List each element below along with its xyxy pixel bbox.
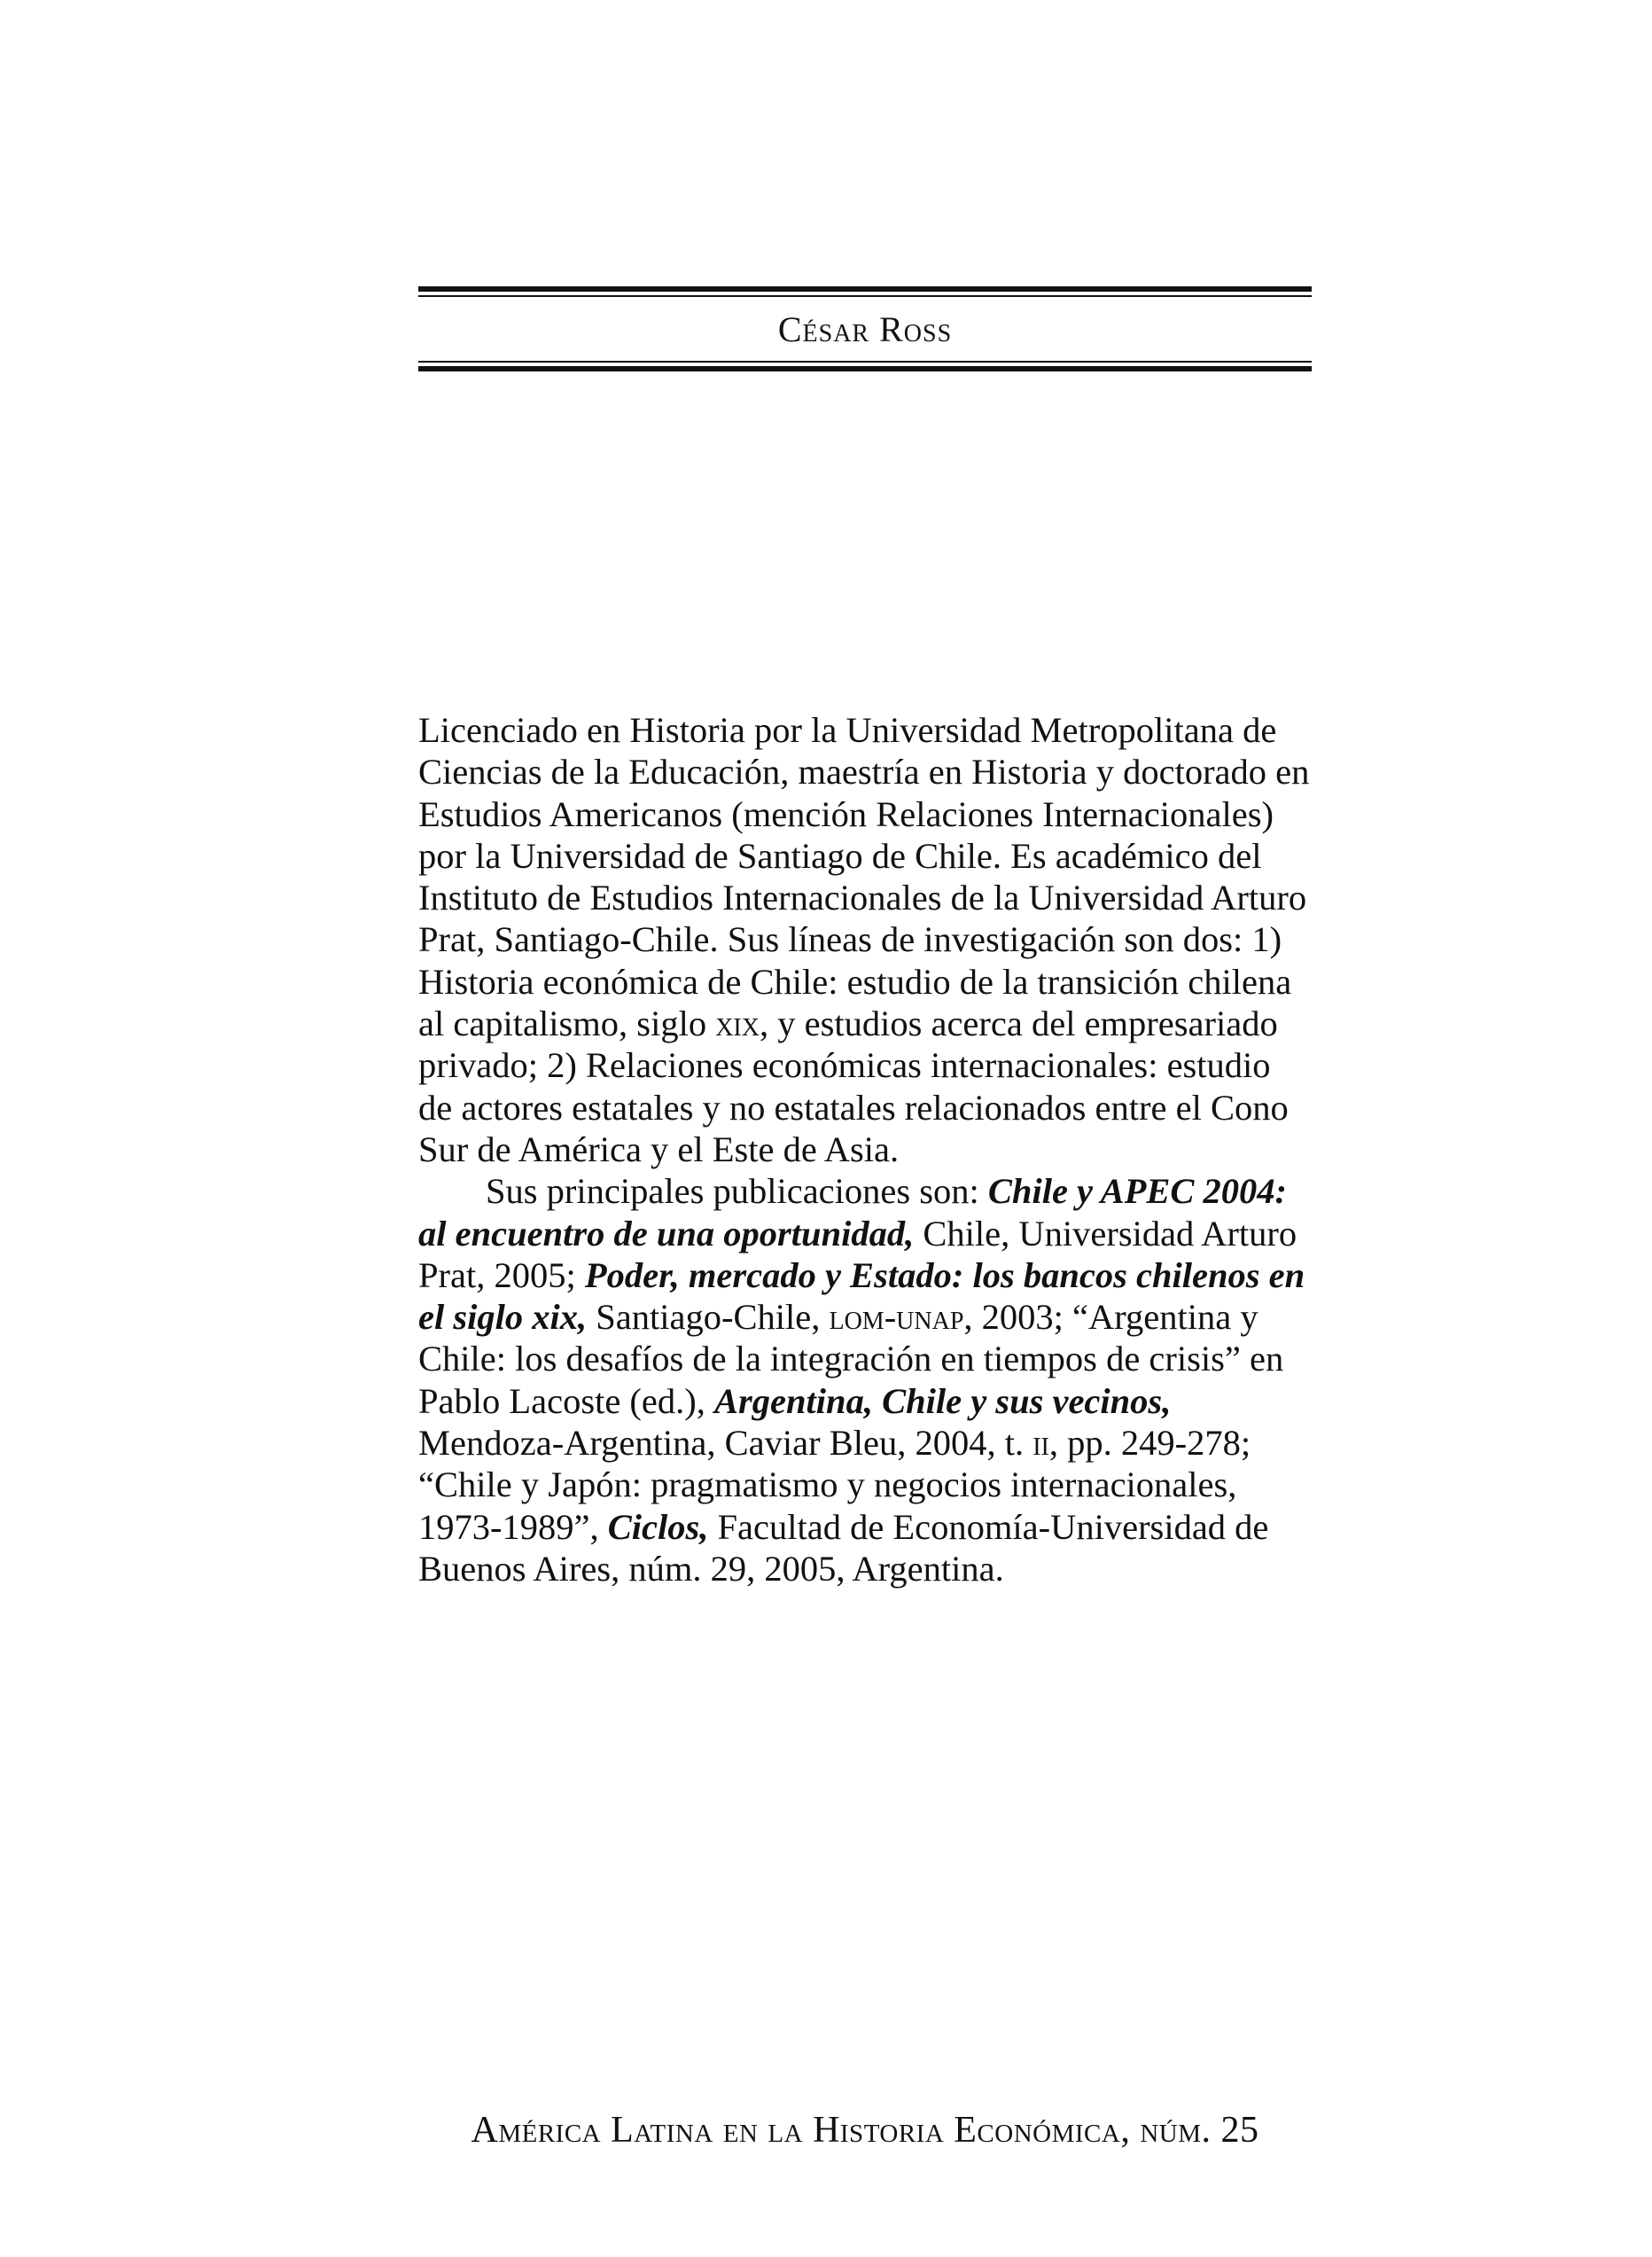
bio-paragraph-2 [418, 1170, 1312, 1589]
bio-p1-text-a: Licenciado en Historia por la Universidad Metropolitana de Ciencias de la Educación, maestría en Historia y doctorado en Estudios Americanos (mención Relaciones Internacionales) por la Universidad de Santiago de Chile. Es académico del Instituto de Estudios Internacionales de la Universidad Arturo Prat, Santiago-Chile. Sus líneas de investigación son dos: 1) Historia económica de Chile: estudio de la transición chilena al capitalismo, siglo [418, 710, 1310, 1044]
bio-p2-text-d: , 2003; “Argentina y Chile: los desafíos de la integración en tiempos de crisis” en Pablo Lacoste (ed.), [418, 1297, 1284, 1421]
bio-p2-text-b: Chile, Universidad Arturo Prat, 2005; [418, 1213, 1297, 1295]
bio-p2-text-g: Facultad de Economía-Universidad de Buenos Aires, núm. 29, 2005, Argentina. [418, 1506, 1269, 1589]
page-footer [418, 2108, 1312, 2152]
volume-number: ii [1032, 1423, 1049, 1464]
bio-p1-century: xix [715, 1004, 760, 1044]
author-running-head: César Ross [777, 309, 953, 349]
page-number: 25 [1220, 2110, 1259, 2151]
bio-p1-text-b: , y estudios acerca del empresariado privado; 2) Relaciones económicas internacionales: estudio de actores estatales y no estatales relacionados entre el Cono Sur de América y el Este de Asia. [418, 1004, 1289, 1169]
header-top-rule [418, 286, 1312, 292]
bio-p2-text-f: , pp. 249-278; “Chile y Japón: pragmatismo y negocios internacionales, 1973-1989”, [418, 1423, 1251, 1547]
bio-p2-text-a: Sus principales publicaciones son: [486, 1171, 988, 1212]
bio-p2-text-c: Santiago-Chile, [587, 1297, 830, 1338]
publication-title-4: Ciclos, [607, 1506, 709, 1547]
publication-title-1: Chile y APEC 2004: al encuentro de una oportunidad, [418, 1171, 1288, 1253]
bio-paragraph-1 [418, 709, 1312, 1170]
publication-title-2: Poder, mercado y Estado: los bancos chilenos en el siglo xix, [418, 1254, 1305, 1338]
bio-p2-text-e: Mendoza-Argentina, Caviar Bleu, 2004, t. [418, 1423, 1033, 1464]
journal-title: América Latina en la Historia Económica, núm. [471, 2110, 1212, 2151]
author-biography [418, 709, 1312, 1589]
header-bottom-thin-rule [418, 361, 1312, 363]
header-bottom-rule [418, 366, 1312, 371]
running-header [418, 286, 1312, 371]
publisher-lom-unap: lom-unap [829, 1297, 964, 1338]
publication-title-3: Argentina, Chile y sus vecinos, [714, 1380, 1172, 1421]
